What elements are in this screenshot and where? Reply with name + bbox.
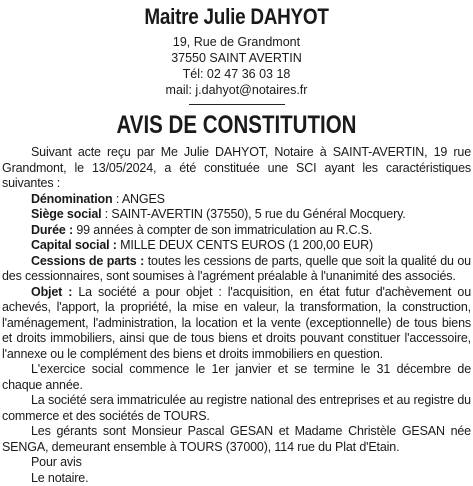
notice-title: AVIS DE CONSTITUTION (44, 110, 429, 140)
objet-paragraph (2, 285, 471, 363)
signature: Le notaire. (2, 471, 471, 486)
email-address: mail: j.dahyot@notaires.fr (2, 82, 471, 98)
objet-label: Objet : (31, 285, 72, 299)
denomination-value: : ANGES (113, 192, 165, 206)
notice-body (2, 145, 471, 486)
legal-notice (0, 3, 473, 461)
cessions-paragraph (2, 254, 471, 285)
duree-label: Durée : (31, 223, 73, 237)
cessions-label: Cessions de parts : (31, 254, 144, 268)
intro-paragraph: Suivant acte reçu par Me Julie DAHYOT, Notaire à SAINT-AVERTIN, 19 rue Grandmont, le 13/05/2024, a été constituée une SCI ayant les caractéristiques suivantes : (2, 145, 471, 192)
cessions-value: toutes les cessions de parts, quelle que soit la qualité du ou des cessionnaires, sont soumises à l'agrément préalable à l'unanimité des associés. (2, 254, 471, 284)
duree-line (2, 223, 471, 239)
exercice-paragraph: L'exercice social commence le 1er janvier et se termine le 31 décembre de chaque année. (2, 362, 471, 393)
pour-avis: Pour avis (2, 455, 471, 471)
siege-label: Siège social (31, 207, 101, 221)
address-city: 37550 SAINT AVERTIN (2, 50, 471, 66)
immatriculation-paragraph: La société sera immatriculée au registre national des entreprises et au registre du commerce et des sociétés de TOURS. (2, 393, 471, 424)
gerants-paragraph: Les gérants sont Monsieur Pascal GESAN et Madame Christèle GESAN née SENGA, demeurant ensemble à TOURS (37000), 114 rue du Plat d'Etain. (2, 424, 471, 455)
address-street: 19, Rue de Grandmont (2, 34, 471, 50)
denomination-line (2, 192, 471, 208)
capital-line (2, 238, 471, 254)
notary-name: Maitre Julie DAHYOT (35, 3, 438, 30)
separator-rule (189, 104, 285, 105)
capital-value: MILLE DEUX CENTS EUROS (1 200,00 EUR) (117, 238, 373, 252)
notary-address-block (2, 34, 471, 98)
capital-label: Capital social : (31, 238, 117, 252)
denomination-label: Dénomination (31, 192, 113, 206)
siege-line (2, 207, 471, 223)
duree-value: 99 années à compter de son immatriculation au R.C.S. (73, 223, 372, 237)
phone-number: Tél: 02 47 36 03 18 (2, 66, 471, 82)
siege-value: : SAINT-AVERTIN (37550), 5 rue du Général Mocquery. (101, 207, 405, 221)
objet-value: La société a pour objet : l'acquisition, en état futur d'achèvement ou achevés, l'apport, la propriété, la mise en valeur, la transformation, la construction, l'aménagement, l'administration, la location et la vente (exceptionnelle) de tous biens et droits immobiliers, ainsi que de tous biens et droits pouvant constituer l'accessoire, l'annexe ou le complément des biens et droits immobiliers en question. (2, 285, 471, 361)
